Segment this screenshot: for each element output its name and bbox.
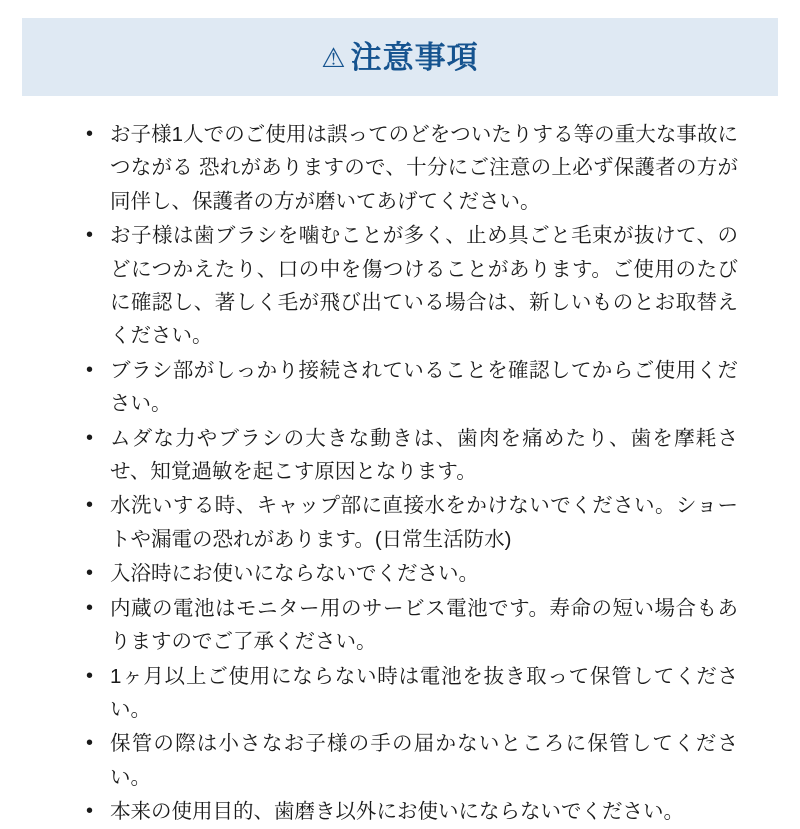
list-item: • 保管の際は小さなお子様の手の届かないところに保管してください。 (84, 727, 738, 794)
list-item: • 本来の使用目的、歯磨き以外にお使いにならないでください。 (84, 795, 738, 828)
list-item: • ブラシ部がしっかり接続されていることを確認してからご使用ください。 (84, 354, 738, 421)
page-title (321, 39, 479, 75)
list-item: • 1ヶ月以上ご使用にならない時は電池を抜き取って保管してください。 (84, 660, 738, 727)
list-item: • 内蔵の電池はモニター用のサービス電池です。寿命の短い場合もありますのでご了承ください。 (84, 592, 738, 659)
notice-header-banner (22, 18, 778, 96)
list-item: • 入浴時にお使いにならないでください。 (84, 557, 738, 590)
list-item: • ムダな力やブラシの大きな動きは、歯肉を痛めたり、歯を摩耗させ、知覚過敏を起こす原因となります。 (84, 422, 738, 489)
list-item: • お子様1人でのご使用は誤ってのどをついたりする等の重大な事故につながる 恐れがありますので、十分にご注意の上必ず保護者の方が同伴し、保護者の方が磨いてあげてください。 (84, 118, 738, 218)
list-item: • 水洗いする時、キャップ部に直接水をかけないでください。ショートや漏電の恐れがあります。(日常生活防水) (84, 489, 738, 556)
page-title-text: 注意事項 (350, 39, 479, 75)
warning-triangle-icon: ⚠ (321, 42, 347, 73)
list-item: • お子様は歯ブラシを噛むことが多く、止め具ごと毛束が抜けて、のどにつかえたり、口の中を傷つけることがあります。ご使用のたびに確認し、著しく毛が飛び出ている場合は、新しいものとお取替えください。 (84, 219, 738, 353)
notice-list (22, 96, 778, 829)
